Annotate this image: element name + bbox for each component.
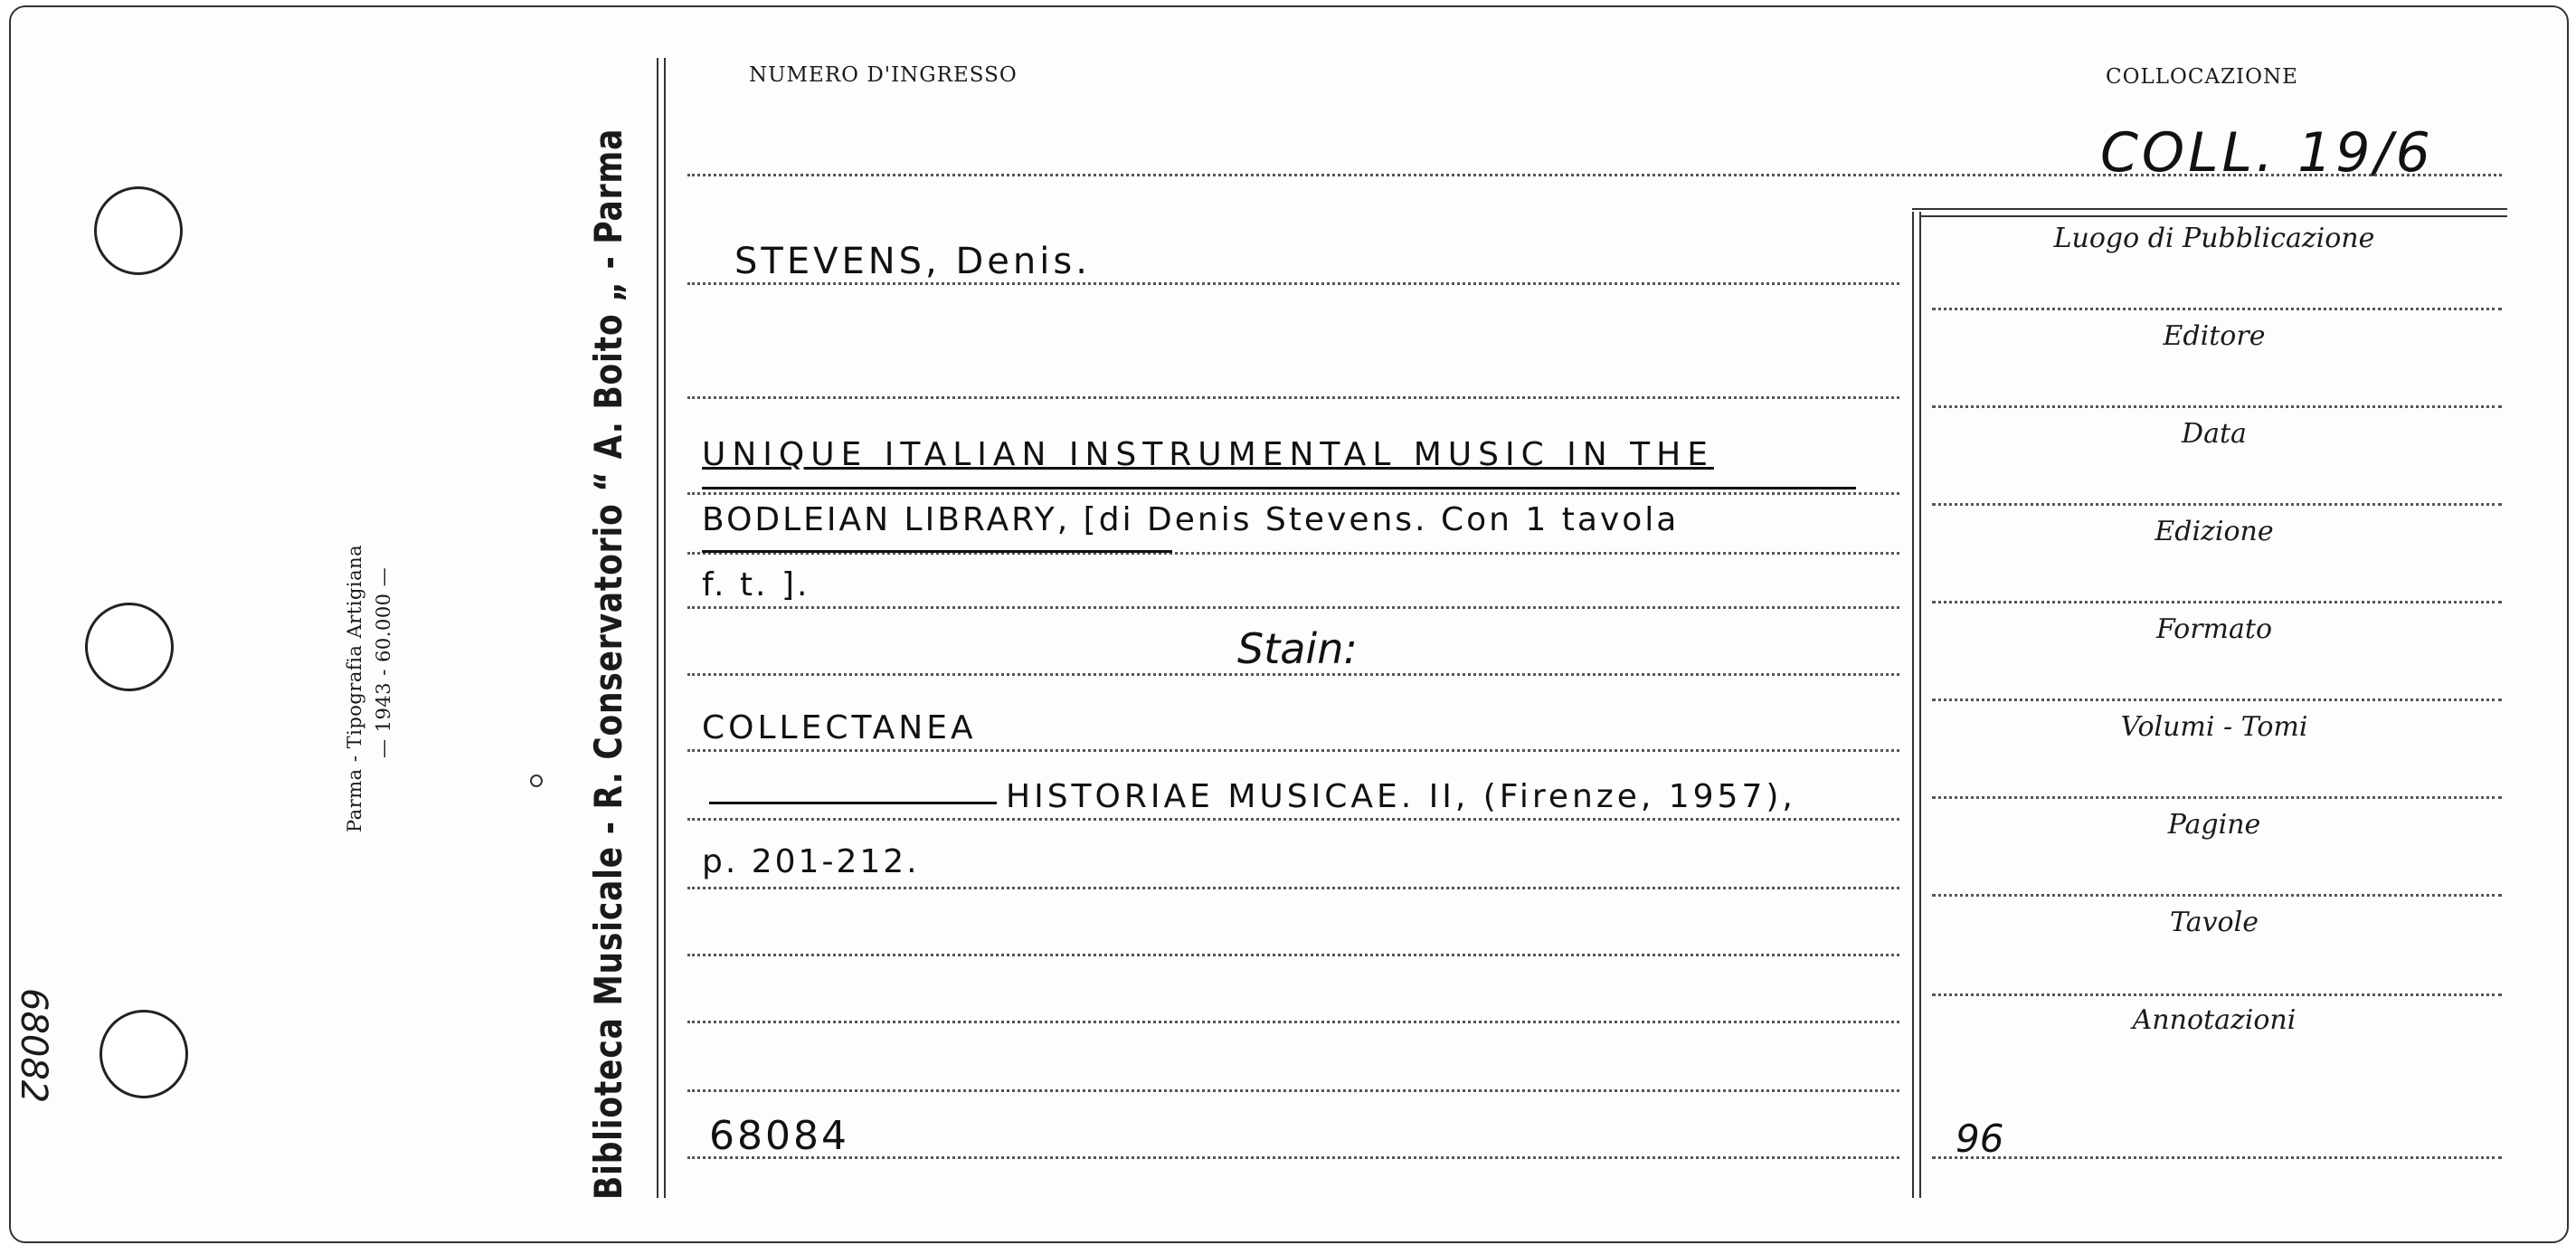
field-tavole: Tavole: [2170, 907, 2259, 938]
field-dotted-line: [1932, 405, 2502, 408]
field-dotted-line: [1932, 796, 2502, 799]
ink-dot: [530, 775, 543, 787]
field-pagine: Pagine: [2167, 809, 2261, 841]
field-dotted-line: [1932, 1156, 2502, 1159]
right-panel-rule: [1912, 212, 1914, 1198]
dotted-line: [687, 1089, 1899, 1092]
author-entry: STEVENS, Denis.: [734, 241, 1091, 282]
library-name: Biblioteca Musicale - R. Conservatorio “ A. Boito „ - Parma: [586, 128, 630, 1201]
punch-hole-bottom: [99, 1010, 188, 1098]
dotted-line: [687, 174, 2502, 176]
printer-imprint: Parma - Tipografia Artigiana: [344, 544, 365, 832]
dotted-line: [687, 492, 1899, 495]
field-dotted-line: [1932, 308, 2502, 310]
field-luogo: Luogo di Pubblicazione: [2053, 223, 2375, 254]
dotted-line: [687, 1156, 1899, 1159]
in-label: Stain:: [1237, 624, 1358, 673]
field-annotazioni: Annotazioni: [2132, 1004, 2297, 1036]
field-dotted-line: [1932, 894, 2502, 897]
field-dotted-line: [1932, 503, 2502, 506]
side-note: 96: [1956, 1117, 2004, 1161]
title-underline-2: [702, 550, 1172, 553]
dotted-line: [687, 606, 1899, 609]
collocazione-value: COLL. 19/6: [2100, 121, 2434, 185]
field-data: Data: [2182, 418, 2247, 450]
accession-number: 68084: [709, 1113, 849, 1159]
dotted-line: [687, 749, 1899, 752]
dotted-line: [687, 673, 1899, 676]
punch-hole-middle: [85, 603, 174, 691]
field-dotted-line: [1932, 699, 2502, 701]
collection-line-1: COLLECTANEA: [702, 709, 977, 746]
catalog-card: [9, 5, 2569, 1243]
field-dotted-line: [1932, 601, 2502, 603]
dotted-line: [687, 887, 1899, 889]
field-formato: Formato: [2155, 613, 2273, 645]
left-border-rule-inner: [664, 58, 666, 1198]
field-dotted-line: [1932, 993, 2502, 996]
right-panel-rule-inner: [1919, 212, 1921, 1198]
collection-line-3: p. 201-212.: [702, 843, 920, 880]
field-volumi: Volumi - Tomi: [2120, 711, 2308, 743]
punch-hole-top: [94, 186, 183, 275]
right-panel-top-rule-2: [1919, 215, 2507, 217]
left-border-rule: [657, 58, 658, 1198]
title-line-1: UNIQUE ITALIAN INSTRUMENTAL MUSIC IN THE: [702, 436, 1714, 473]
field-editore: Editore: [2163, 320, 2266, 352]
dotted-line: [687, 954, 1899, 956]
numero-ingresso-label: NUMERO D'INGRESSO: [749, 63, 1018, 87]
right-panel-top-rule: [1912, 208, 2507, 210]
dotted-line: [687, 818, 1899, 821]
collocazione-label: COLLOCAZIONE: [2106, 65, 2298, 89]
title-line-3: f. t. ].: [702, 566, 810, 603]
dotted-line: [687, 282, 1899, 285]
print-run: — 1943 - 60.000 —: [373, 566, 394, 758]
title-line-2: BODLEIAN LIBRARY, [di Denis Stevens. Con 1 tavola: [702, 501, 1680, 538]
collection-line-2: HISTORIAE MUSICAE. II, (Firenze, 1957),: [1006, 778, 1796, 815]
side-number: 68082: [13, 988, 54, 1104]
title-underline: [702, 487, 1856, 489]
field-edizione: Edizione: [2155, 516, 2274, 547]
dotted-line: [687, 1021, 1899, 1023]
dotted-line: [687, 396, 1899, 399]
ditto-dash: [709, 802, 997, 804]
